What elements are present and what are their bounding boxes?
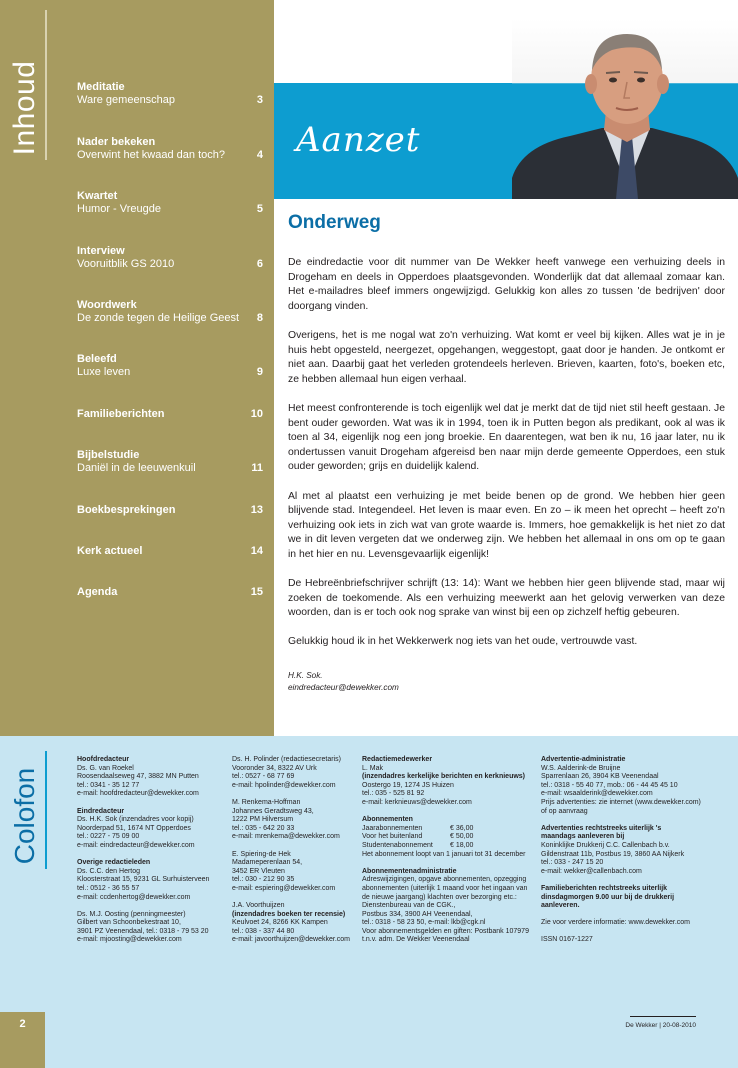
paragraph: De Hebreënbriefschrijver schrijft (13: 14): Want we hebben hier geen blijvende stad, maar wij zoeken de toekomende. Als een verhuizing meewerkt aan het gelovig verwerken van deze woorden, dan is er toch ook nog sprake van winst bij een op zichzelf heftig gebeuren. <box>288 578 725 619</box>
divider <box>45 751 47 869</box>
subscriptions-block: Abonnementen Jaarabonnementen € 36,00 Voor het buitenland € 50,00 Studentenabonnement € 18,00 Het abonnement loopt van 1 januari tot 31 december <box>362 816 526 858</box>
editor-block: Hoofdredacteur Ds. G. van Roekel Roosendaalseweg 47, 3882 MN Putten tel.: 0341 - 35 12 77 e-mail: hoofdredacteur@dewekker.com <box>77 756 199 798</box>
colofon <box>0 736 738 1026</box>
paragraph: Al met al plaatst een verhuizing je met beide benen op de grond. We hebben hier geen blijvende stad. Integendeel. Het leven is maar even. En zo – ik meen het oprecht – heeft zo'n verhuizing ook iets in zich wat van grote waarde is. Immers, hoe gemakkelijk is het niet zo dat we in dit leven vergeten dat we onderweg zijn. We hebben het allemaal in ons om op te gaan in het hier en nu. Levensgevaarlijk eigenlijk! <box>288 490 725 560</box>
toc-item[interactable]: Bijbelstudie Daniël in de leeuwenkuil 11 <box>77 449 263 474</box>
toc-item[interactable]: Meditatie Ware gemeenschap 3 <box>77 81 263 106</box>
staff-block: Redactiemedewerker L. Mak (inzendadres kerkelijke berichten en kerknieuws) Oostergo 19, 1274 JS Huizen tel.: 035 - 525 81 92 e-mail: kerknieuws@dewekker.com <box>362 756 526 806</box>
advertising-block: Advertentie-administratie W.S. Aalderink-de Bruijne Sparrenlaan 26, 3904 KB Veenendaal tel.: 0318 - 55 40 77, mob.: 06 - 44 45 45 10 e-mail: wsaalderink@dewekker.com Prijs advertenties: zie internet (www.dewekker.com) of op aanvraag <box>541 756 701 815</box>
editor-block: E. Spiering-de Hek Madameperenlaan 54, 3452 ER Vleuten tel.: 030 - 212 90 35 e-mail: espiering@dewekker.com <box>232 850 336 892</box>
colofon-column <box>232 756 350 954</box>
divider <box>630 1016 696 1017</box>
issue-label: De Wekker | 20-08-2010 <box>625 1022 696 1029</box>
author-name: H.K. Sok. <box>288 671 323 680</box>
table-of-contents <box>0 0 274 736</box>
editor-block: M. Renkema-Hoffman Johannes Geradtsweg 43, 1222 PM Hilversum tel.: 035 - 642 20 33 e-mail: mrenkema@dewekker.com <box>232 798 340 841</box>
toc-item[interactable]: Familieberichten 10 <box>77 408 263 420</box>
family-notices-block: Familieberichten rechtstreeks uiterlijk dinsdagmorgen 9.00 uur bij de drukkerij aanleveren. <box>541 884 675 910</box>
divider <box>45 10 47 160</box>
colofon-title: Colofon <box>9 767 40 865</box>
editor-block: Ds. M.J. Oosting (penningmeester) Gilbert van Schoonbekestraat 10, 3901 PZ Veenendaal, tel.: 0318 - 79 53 20 e-mail: mjoosting@dewekker.com <box>77 910 209 944</box>
editor-block: Ds. H. Polinder (redactiesecretaris) Vooronder 34, 8322 AV Urk tel.: 0527 - 68 77 69 e-mail: hpolinder@dewekker.com <box>232 756 341 789</box>
page-footer <box>0 1026 738 1068</box>
more-info: Zie voor verdere informatie: www.dewekker.com <box>541 919 690 927</box>
colofon-column <box>541 756 701 954</box>
editor-block: Eindredacteur Ds. H.K. Sok (inzendadres voor kopij) Noorderpad 51, 1674 NT Opperdoes tel.: 0227 - 75 09 00 e-mail: eindredacteur@dewekker.com <box>77 807 195 849</box>
paragraph: Het meest confronterende is toch eigenlijk wel dat je merkt dat de tijd niet stil heeft gestaan. Je bent ouder geworden. Wat was ik in 1994, toen ik in Putten begon als predikant, ook al was ik toen al 34, eigenlijk nog een jong broekie. En daarentegen, wat ben ik nu, 16 jaar later, nu ik ondertussen vanuit Drogeham afgereisd ben naar mijn derde gemeente Opperdoes, een stuk ouder geworden; grijs en duidelijk kalend. <box>288 402 725 473</box>
toc-item[interactable]: Nader bekeken Overwint het kwaad dan toch? 4 <box>77 136 263 161</box>
colofon-column <box>362 756 538 954</box>
issn: ISSN 0167-1227 <box>541 936 593 944</box>
toc-item[interactable]: Interview Vooruitblik GS 2010 6 <box>77 245 263 270</box>
toc-item[interactable]: Agenda 15 <box>77 586 263 598</box>
toc-item[interactable]: Woordwerk De zonde tegen de Heilige Geest 8 <box>77 299 263 324</box>
author-signature <box>288 670 399 694</box>
section-title: Aanzet <box>296 120 421 160</box>
administration-block: Abonnementenadministratie Adreswijzigingen, opgave abonnementen, opzegging abonnementen (uiterlijk 1 maand voor het ingaan van de nieuwe jaargang) klachten over bezorging etc.: Dienstenbureau van de CGK., Postbus 334, 3900 AH Veenendaal, tel.: 0318 - 58 23 50, e-mail: lkb@cgk.nl Voor abonnementsgelden en giften: Postbank 107979 t.n.v. adm. De Wekker Veenendaal <box>362 867 529 944</box>
toc-item[interactable]: Kwartet Humor - Vreugde 5 <box>77 190 263 215</box>
editor-block: Overige redactieleden Ds. C.C. den Hertog Kloosterstraat 15, 9231 GL Surhuisterveen tel.: 0512 - 36 55 57 e-mail: ccdenhertog@dewekker.com <box>77 859 210 901</box>
toc-item[interactable]: Kerk actueel 14 <box>77 545 263 557</box>
paragraph: Overigens, het is me nogal wat zo'n verhuizing. Wat komt er veel bij kijken. Alles wat je in je huis hebt opgesteld, neergezet, opgehangen, weggestopt, gaat door je handen. Je ontkomt er niet aan. Daarbij gaat het verleden grotendeels herleven. Brieven, kaarten, foto's, boeken etc, ze hebben allemaal hun eigen verhaal. <box>288 329 725 385</box>
author-photo <box>512 18 738 199</box>
toc-item[interactable]: Boekbesprekingen 13 <box>77 504 263 516</box>
colofon-column <box>77 756 209 954</box>
contents-title: Inhoud <box>8 60 41 156</box>
article-heading: Onderweg <box>288 212 381 233</box>
printer-block: Advertenties rechtstreeks uiterlijk 's maandags aanleveren bij Koninklijke Drukkerij C.C. Callenbach b.v. Gildenstraat 11b, Postbus 19, 3860 AA Nijkerk tel.: 033 - 247 15 20 e-mail: wekker@callenbach.com <box>541 824 685 875</box>
article-body <box>288 256 725 665</box>
page-number: 2 <box>19 1018 26 1030</box>
author-email[interactable]: eindredacteur@dewekker.com <box>288 683 399 692</box>
paragraph: De eindredactie voor dit nummer van De Wekker heeft vanwege een verhuizing deels in Drogeham en deels in Opperdoes plaatsgevonden. Wonderlijk dat dat allemaal zomaar kan. Het e-mailadres bleef immers ongewijzigd. Gelukkig kon alles zo tussen 'de bedrijven' door doorgang vinden. <box>288 257 725 312</box>
editor-block: J.A. Voorthuijzen (inzendadres boeken ter recensie) Keulvoet 24, 8266 KK Kampen tel.: 038 - 337 44 80 e-mail: javoorthuijzen@dewekker.com <box>232 902 350 944</box>
toc-item[interactable]: Beleefd Luxe leven 9 <box>77 353 263 378</box>
paragraph: Gelukkig houd ik in het Wekkerwerk nog iets van het oude, vertrouwde vast. <box>288 636 638 648</box>
